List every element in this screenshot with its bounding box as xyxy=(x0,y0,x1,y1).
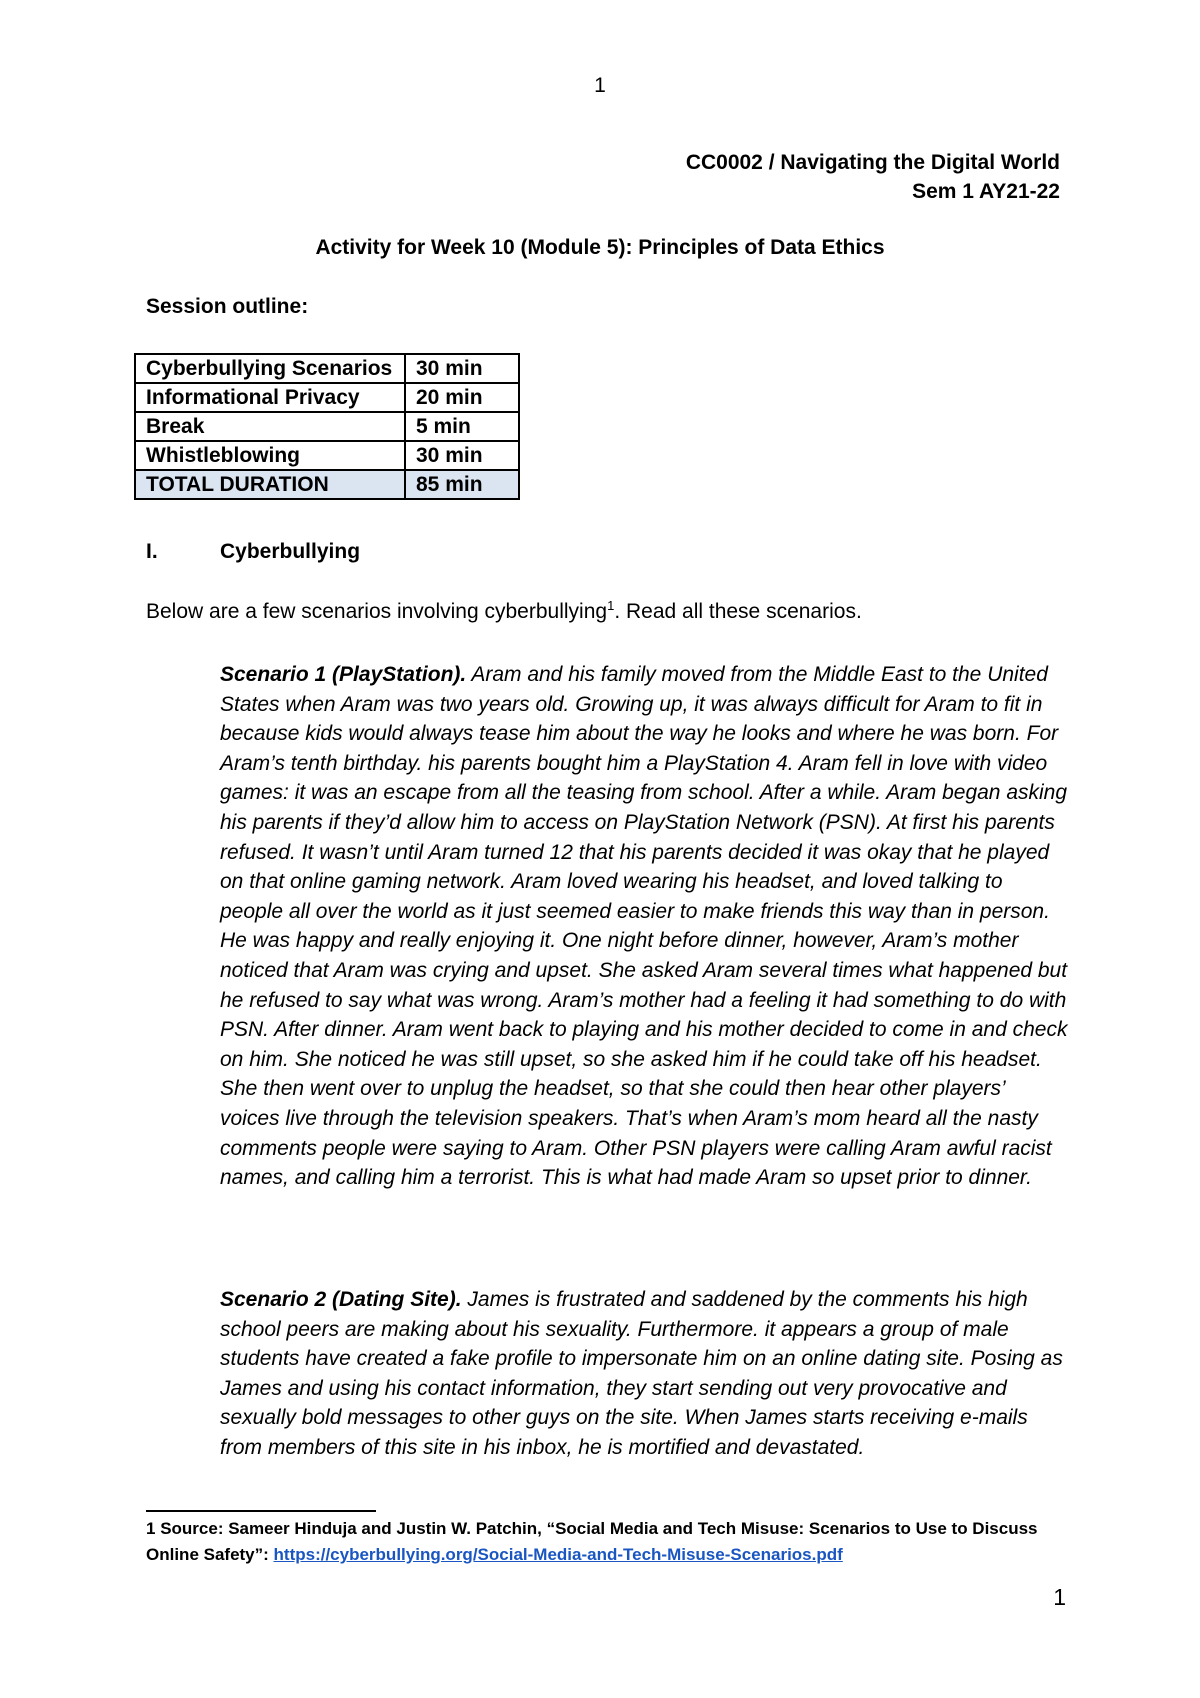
duration-cell: 30 min xyxy=(405,354,519,383)
activity-cell: Whistleblowing xyxy=(135,441,405,470)
footnote-divider xyxy=(146,1510,376,1512)
table-row xyxy=(135,383,519,412)
footnote-link[interactable]: https://cyberbullying.org/Social-Media-and-Tech-Misuse-Scenarios.pdf xyxy=(273,1545,843,1564)
scenario-1 xyxy=(220,660,1068,1193)
activity-cell: Informational Privacy xyxy=(135,383,405,412)
scenario-label: Scenario 2 (Dating Site). xyxy=(220,1288,462,1311)
section-numeral: I. xyxy=(146,540,158,563)
header-page-number: 1 xyxy=(594,74,606,97)
table-row xyxy=(135,441,519,470)
semester: Sem 1 AY21-22 xyxy=(912,180,1060,203)
duration-cell: 5 min xyxy=(405,412,519,441)
intro-paragraph xyxy=(146,600,862,624)
activity-cell: Cyberbullying Scenarios xyxy=(135,354,405,383)
footnote xyxy=(146,1516,1066,1568)
duration-cell: 20 min xyxy=(405,383,519,412)
section-heading xyxy=(146,540,360,564)
duration-cell: 30 min xyxy=(405,441,519,470)
scenario-label: Scenario 1 (PlayStation). xyxy=(220,663,467,686)
course-info xyxy=(686,148,1060,206)
activity-cell: Break xyxy=(135,412,405,441)
scenario-text: Aram and his family moved from the Middle East to the United States when Aram was two years old. Growing up, it was always difficult for Aram to fit in because kids would always tease him about the way he looks and where he was born. For Aram’s tenth birthday. his parents bought him a PlayStation 4. Aram fell in love with video games: it was an escape from all the teasing from school. After a while. Aram began asking his parents if they’d allow him to access on PlayStation Network (PSN). At first his parents refused. It wasn’t until Aram turned 12 that his parents decided it was okay that he played on that online gaming network. Aram loved wearing his headset, and loved talking to people all over the world as it just seemed easier to make friends this way than in person. He was happy and really enjoying it. One night before dinner, however, Aram’s mother noticed that Aram was crying and upset. She asked Aram several times what happened but he refused to say what was wrong. Aram’s mother had a feeling it had something to do with PSN. After dinner. Aram went back to playing and his mother decided to come in and check on him. She noticed he was still upset, so she asked him if he could take off his headset. She then went over to unplug the headset, so that she could then hear other players’ voices live through the television speakers. That’s when Aram’s mom heard all the nasty comments people were saying to Aram. Other PSN players were calling Aram awful racist names, and calling him a terrorist. This is what had made Aram so upset prior to dinner. xyxy=(220,663,1068,1190)
scenario-text: James is frustrated and saddened by the comments his high school peers are making about his sexuality. Furthermore. it appears a group of male students have created a fake profile to impersonate him on an online dating site. Posing as James and using his contact information, they start sending out very provocative and sexually bold messages to other guys on the site. When James starts receiving e-mails from members of this site in his inbox, he is mortified and devastated. xyxy=(220,1288,1063,1459)
footnote-number: 1 xyxy=(146,1519,156,1538)
total-duration-cell: 85 min xyxy=(405,470,519,499)
intro-text-end: . Read all these scenarios. xyxy=(614,600,862,623)
total-label-cell: TOTAL DURATION xyxy=(135,470,405,499)
table-row xyxy=(135,354,519,383)
footnote-text: Source: Sameer Hinduja and Justin W. Patchin, “Social Media and Tech Misuse: Scenarios to Use to Discuss Online Safety”: xyxy=(146,1519,1038,1564)
session-outline-table xyxy=(134,353,520,500)
activity-title: Activity for Week 10 (Module 5): Principles of Data Ethics xyxy=(315,236,885,259)
footer-page-number: 1 xyxy=(1053,1584,1066,1610)
scenario-2 xyxy=(220,1285,1068,1463)
session-outline-label: Session outline: xyxy=(146,295,309,318)
course-title: CC0002 / Navigating the Digital World xyxy=(685,151,1060,174)
total-row xyxy=(135,470,519,499)
section-title: Cyberbullying xyxy=(220,540,361,563)
footnote-reference: 1 xyxy=(607,598,615,613)
intro-text: Below are a few scenarios involving cyberbullying xyxy=(146,600,608,623)
table-row xyxy=(135,412,519,441)
